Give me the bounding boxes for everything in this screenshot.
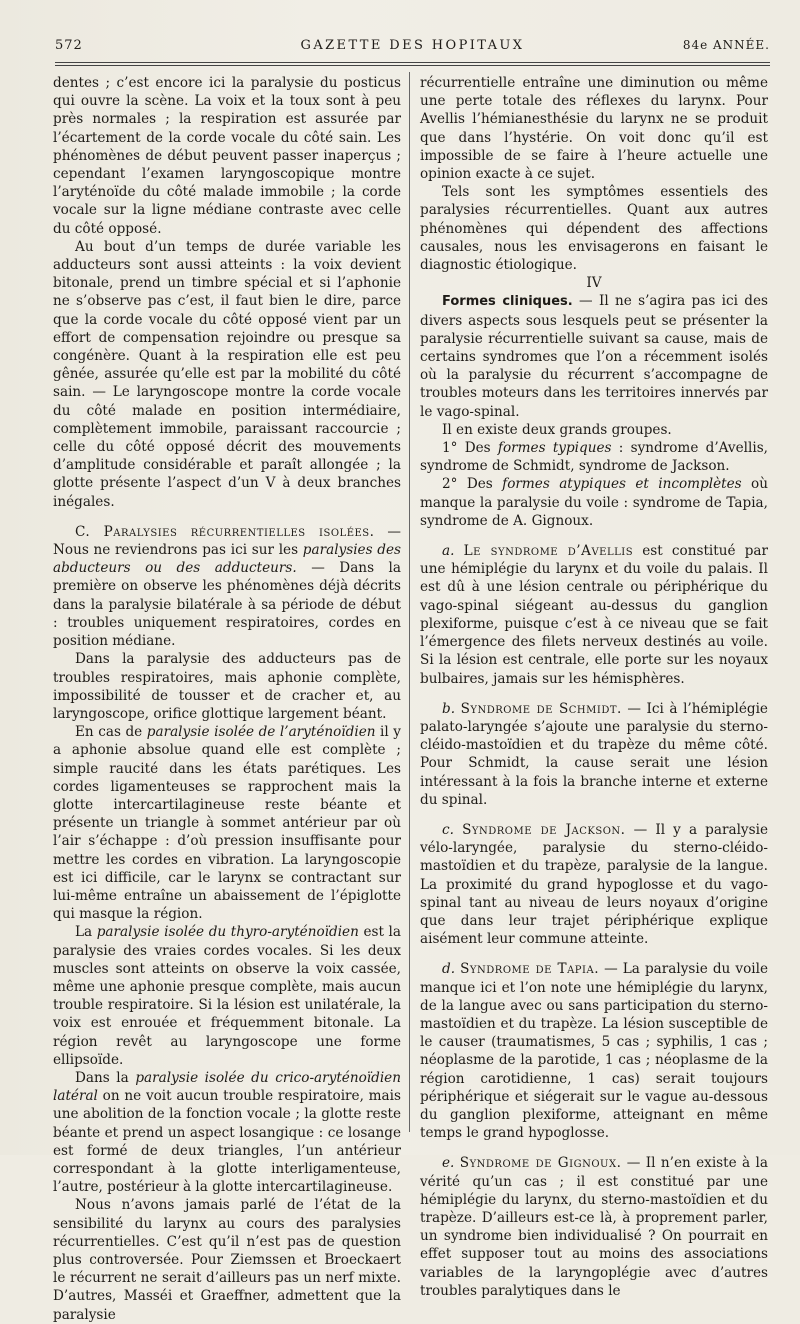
paragraph: Tels sont les symptômes essentiels des paralysies récurrentielles. Quant aux autres phénomènes qui dépendent des affections causales, nous les envisagerons en faisant le diagnostic étiologique. — [420, 184, 768, 274]
paragraph: Dans la paralysie isolée du crico-aryténoïdien latéral on ne voit aucun trouble respiratoire, mais une abolition de la fonction vocale ; la glotte reste béante et prend un aspect losangique : ce losange est formé de deux triangles, l’un antérieur correspondant à la glotte interligamenteuse, l’autre, postérieur à la glotte intercartilagineuse. — [53, 1069, 401, 1196]
paragraph: 1° Des formes typiques : syndrome d’Avellis, syndrome de Schmidt, syndrome de Jackson. — [420, 440, 768, 475]
paragraph: Il en existe deux grands groupes. — [442, 421, 672, 438]
subsection-heading: Syndrome de Tapia. — [460, 961, 600, 978]
paragraph: 2° Des formes atypiques et incomplètes où manque la paralysie du voile : syndrome de Tapia, syndrome de A. Gignoux. — [420, 476, 768, 529]
subsection-heading: Syndrome de Schmidt. — [460, 700, 622, 717]
section-number: IV — [586, 275, 602, 292]
paragraph: dentes ; c’est encore ici la paralysie du posticus qui ouvre la scène. La voix et la toux sont à peu près normales ; la respiration est assurée par l’écartement de la corde vocale du côté sain. Les phénomènes de début peuvent passer inaperçus ; cependant l’examen laryngoscopique montre l’aryténoïde du côté malade immobile ; la corde vocale sur la ligne médiane contraste avec celle du côté opposé. — [53, 75, 401, 237]
header-rule — [55, 65, 770, 66]
paragraph: Formes cliniques. — Il ne s’agira pas ici des divers aspects sous lesquels peut se présenter la paralysie récurrentielle suivant sa cause, mais de certains syndromes que l’on a récemment isolés où la paralysie du récurrent s’accompagne de troubles moteurs dans les territoires innervés par le vago-spinal. — [420, 293, 768, 420]
left-column — [53, 74, 401, 1324]
right-column — [420, 74, 768, 1300]
paragraph: Dans la paralysie des adducteurs pas de troubles respiratoires, mais aphonie complète, impossibilité de tousser et de cracher et, au laryngoscope, orifice glottique largement béant. — [53, 651, 401, 722]
page-number: 572 — [55, 38, 83, 53]
paragraph: c. Syndrome de Jackson. — Il y a paralysie vélo-laryngée, paralysie du sterno-cléido-mastoïdien et du trapèze, paralysie de la langue. La proximité du grand hypoglosse et du vago-spinal tant au niveau de leurs noyaux d’origine que dans leur trajet périphérique explique aisément leur commune atteinte. — [420, 821, 768, 948]
subsection-heading: Syndrome de Gignoux. — [459, 1155, 622, 1172]
running-header — [55, 38, 770, 58]
paragraph: d. Syndrome de Tapia. — La paralysie du voile manque ici et l’on note une hémiplégie du larynx, de la langue avec ou sans participation du sterno-mastoïdien et du trapèze. La lésion susceptible de le causer (traumatismes, 5 cas ; syphilis, 1 cas ; néoplasme de la parotide, 1 cas ; néoplasme de la région carotidienne, 1 cas) serait toujours périphérique et siégerait sur le vague au-dessous du ganglion plexiforme, atteignant en même temps le grand hypoglosse. — [420, 961, 768, 1142]
paragraph: a. Le syndrome d’Avellis est constitué par une hémiplégie du larynx et du voile du palais. Il est dû à une lésion centrale ou périphérique du vago-spinal siégeant au-dessus du ganglion plexiforme, puisque c’est à ce niveau que se fait l’émergence des filets nerveux destinés au voile. Si la lésion est centrale, elle porte sur les noyaux bulbaires, jamais sur les hémisphères. — [420, 543, 769, 687]
subsection-heading: C. Paralysies récurrentielles isolées. — [75, 523, 375, 540]
paragraph: récurrentielle entraîne une diminution ou même une perte totale des réflexes du larynx. Pour Avellis l’hémianesthésie du larynx ne se produit que dans l’hystérie. On voit donc qu’il est impossible de se faire à l’heure actuelle une opinion exacte à ce sujet. — [420, 75, 768, 183]
paragraph: e. Syndrome de Gignoux. — Il n’en existe à la vérité qu’un cas ; il est constitué par une hémiplégie du larynx, du sterno-mastoïdien et du trapèze. D’ailleurs est-ce là, à proprement parler, un syndrome bien individualisé ? On pourrait en effet supposer tout au moins des associations variables de la laryngoplégie avec d’autres troubles paralytiques dans le — [420, 1155, 768, 1299]
subsection-heading: Le syndrome d’Avellis — [463, 543, 634, 560]
paragraph: C. Paralysies récurrentielles isolées. — Nous ne reviendrons pas ici sur les paralysies des abducteurs ou des adducteurs. — Dans la première on observe les phénomènes déjà décrits dans la paralysie bilatérale à sa période de début : troubles uniquement respiratoires, cordes en position médiane. — [53, 523, 402, 650]
paragraph: b. Syndrome de Schmidt. — Ici à l’hémiplégie palato-laryngée s’ajoute une paralysie du sterno-cléido-mastoïdien et du trapèze du même côté. Pour Schmidt, la cause serait une lésion intéressant à la fois la branche interne et externe du spinal. — [420, 700, 768, 808]
header-rule — [55, 62, 770, 63]
paragraph: Nous n’avons jamais parlé de l’état de la sensibilité du larynx au cours des paralysies récurrentielles. C’est qu’il n’est pas de question plus controversée. Pour Ziemssen et Broeckaert le récurrent ne serait d’ailleurs pas un nerf mixte. D’autres, Masséi et Graeffner, admettent que la paralysie — [53, 1197, 401, 1323]
paragraph: En cas de paralysie isolée de l’aryténoïdien il y a aphonie absolue quand elle est complète ; simple raucité dans les états parétiques. Les cordes ligamenteuses se rapprochent mais la glotte intercartilagineuse reste béante et présente un triangle à sommet antérieur par où l’air s’échappe : d’où pression insuffisante pour mettre les cordes en vibration. La laryngoscopie est ici difficile, car le larynx se contractant sur lui-même entraîne un abaissement de l’épiglotte qui masque la région. — [53, 724, 401, 923]
subsection-heading: Syndrome de Jackson. — [462, 821, 626, 838]
volume-year: 84e ANNÉE. — [682, 38, 770, 52]
column-divider — [409, 72, 410, 1132]
paragraph: Au bout d’un temps de durée variable les adducteurs sont aussi atteints : la voix devient bitonale, prend un timbre spécial et si l’aphonie ne s’observe pas c’est, il faut bien le dire, parce que la corde vocale du côté opposé vient par un effort de compensation rejoindre ou presque sa congénère. Quant à la respiration elle est peu gênée, assurée qu’elle est par la mobilité du côté sain. — Le laryngoscope montre la corde vocale du côté malade en position intermédiaire, complètement immobile, paraissant raccourcie ; celle du côté opposé décrit des mouvements d’amplitude considérable et paraît allongée ; la glotte présente l’aspect d’un V à deux branches inégales. — [53, 238, 401, 510]
section-heading: Formes cliniques. — [442, 294, 573, 310]
journal-title: GAZETTE DES HOPITAUX — [300, 38, 525, 53]
paragraph: La paralysie isolée du thyro-aryténoïdien est la paralysie des vraies cordes vocales. Si les deux muscles sont atteints on observe la voix cassée, même une aphonie presque complète, mais aucun trouble respiratoire. Si la lésion est unilatérale, la voix est enrouée et fréquemment bitonale. La région revêt au laryngoscope une forme ellipsoïde. — [53, 924, 401, 1068]
